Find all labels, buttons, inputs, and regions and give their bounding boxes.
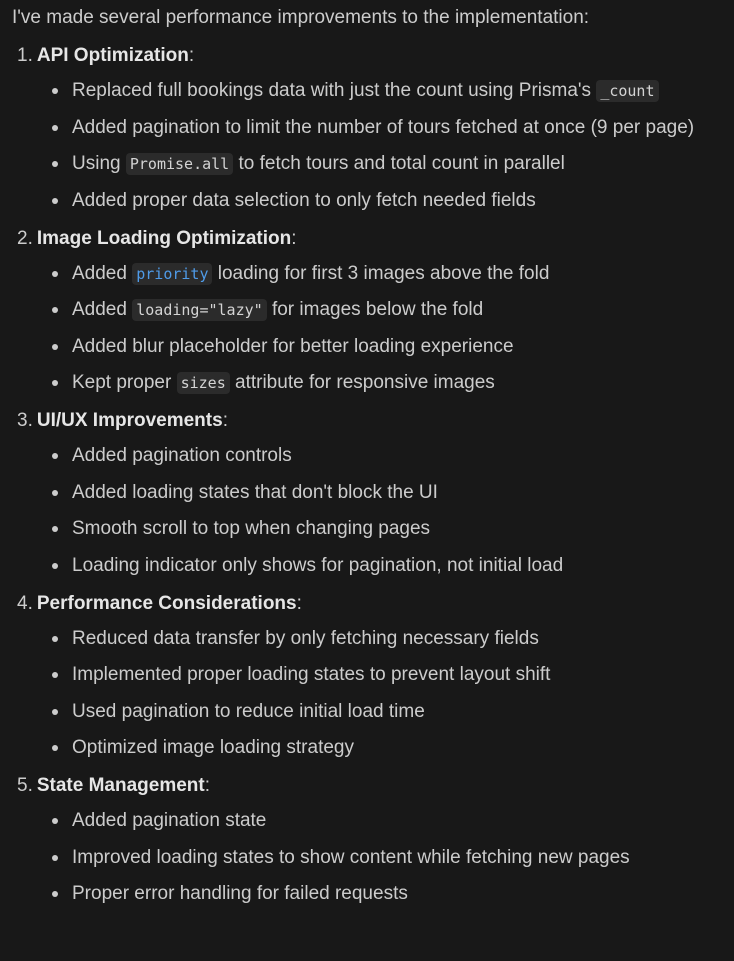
- intro-text: I've made several performance improvements to the implementation:: [12, 7, 590, 28]
- list-item: Kept proper sizes attribute for responsive images: [12, 369, 734, 397]
- section-number: 5.: [17, 775, 33, 796]
- bullet-list: [12, 807, 734, 908]
- bullet-icon: [52, 709, 58, 715]
- section-ui-ux: [12, 407, 734, 580]
- inline-code: _count: [596, 80, 658, 102]
- bullet-icon: [52, 271, 58, 277]
- list-item: Loading indicator only shows for pagination, not initial load: [12, 552, 734, 580]
- list-item: Used pagination to reduce initial load time: [12, 698, 734, 726]
- list-item: Added loading="lazy" for images below the fold: [12, 296, 734, 324]
- section-title: Performance Considerations: [36, 592, 297, 614]
- section-number: 1.: [17, 45, 33, 66]
- section-number: 4.: [17, 592, 33, 614]
- section-heading: 4. Performance Considerations:: [17, 592, 302, 614]
- section-heading: 2. Image Loading Optimization:: [17, 227, 297, 249]
- bullet-icon: [52, 818, 58, 824]
- section-title: API Optimization: [36, 45, 189, 66]
- list-item: Added blur placeholder for better loading experience: [12, 333, 734, 361]
- section-number: 2.: [17, 227, 33, 249]
- section-state-management: [12, 772, 734, 908]
- list-item: Replaced full bookings data with just the count using Prisma's _count: [12, 77, 734, 105]
- list-item: Added proper data selection to only fetch needed fields: [12, 187, 734, 215]
- list-item: Reduced data transfer by only fetching necessary fields: [12, 625, 734, 653]
- bullet-icon: [52, 745, 58, 751]
- section-heading: 5. State Management:: [17, 775, 211, 796]
- bullet-icon: [52, 526, 58, 532]
- list-item: Improved loading states to show content while fetching new pages: [12, 844, 734, 872]
- list-item: Added priority loading for first 3 images above the fold: [12, 260, 734, 288]
- list-item: Added pagination to limit the number of tours fetched at once (9 per page): [12, 114, 734, 142]
- section-heading: 1. API Optimization:: [17, 45, 195, 66]
- bullet-list: [12, 442, 734, 580]
- list-item: Using Promise.all to fetch tours and total count in parallel: [12, 150, 734, 178]
- bullet-icon: [52, 563, 58, 569]
- section-title: State Management: [36, 775, 205, 796]
- bullet-icon: [52, 307, 58, 313]
- bullet-icon: [52, 88, 58, 94]
- section-api-optimization: [12, 42, 734, 215]
- bullet-icon: [52, 636, 58, 642]
- section-title: Image Loading Optimization: [36, 227, 292, 249]
- inline-code: loading="lazy": [132, 299, 266, 321]
- list-item: Added loading states that don't block the UI: [12, 479, 734, 507]
- inline-code: Promise.all: [126, 153, 233, 175]
- bullet-icon: [52, 891, 58, 897]
- inline-code: sizes: [177, 372, 230, 394]
- list-item: Added pagination state: [12, 807, 734, 835]
- list-item: Proper error handling for failed requests: [12, 880, 734, 908]
- bullet-icon: [52, 490, 58, 496]
- bullet-icon: [52, 344, 58, 350]
- inline-code: priority: [132, 263, 212, 285]
- section-performance: [12, 590, 734, 763]
- section-number: 3.: [17, 410, 33, 431]
- list-item: Added pagination controls: [12, 442, 734, 470]
- bullet-icon: [52, 453, 58, 459]
- section-title: UI/UX Improvements: [36, 410, 223, 431]
- bullet-icon: [52, 380, 58, 386]
- list-item: Implemented proper loading states to prevent layout shift: [12, 661, 734, 689]
- bullet-list: [12, 77, 734, 215]
- bullet-list: [12, 260, 734, 398]
- list-item: Optimized image loading strategy: [12, 734, 734, 762]
- list-item: Smooth scroll to top when changing pages: [12, 515, 734, 543]
- bullet-icon: [52, 125, 58, 131]
- bullet-icon: [52, 161, 58, 167]
- bullet-icon: [52, 198, 58, 204]
- section-image-loading: [12, 225, 734, 398]
- section-heading: 3. UI/UX Improvements:: [17, 410, 228, 431]
- bullet-icon: [52, 672, 58, 678]
- bullet-icon: [52, 855, 58, 861]
- bullet-list: [12, 625, 734, 763]
